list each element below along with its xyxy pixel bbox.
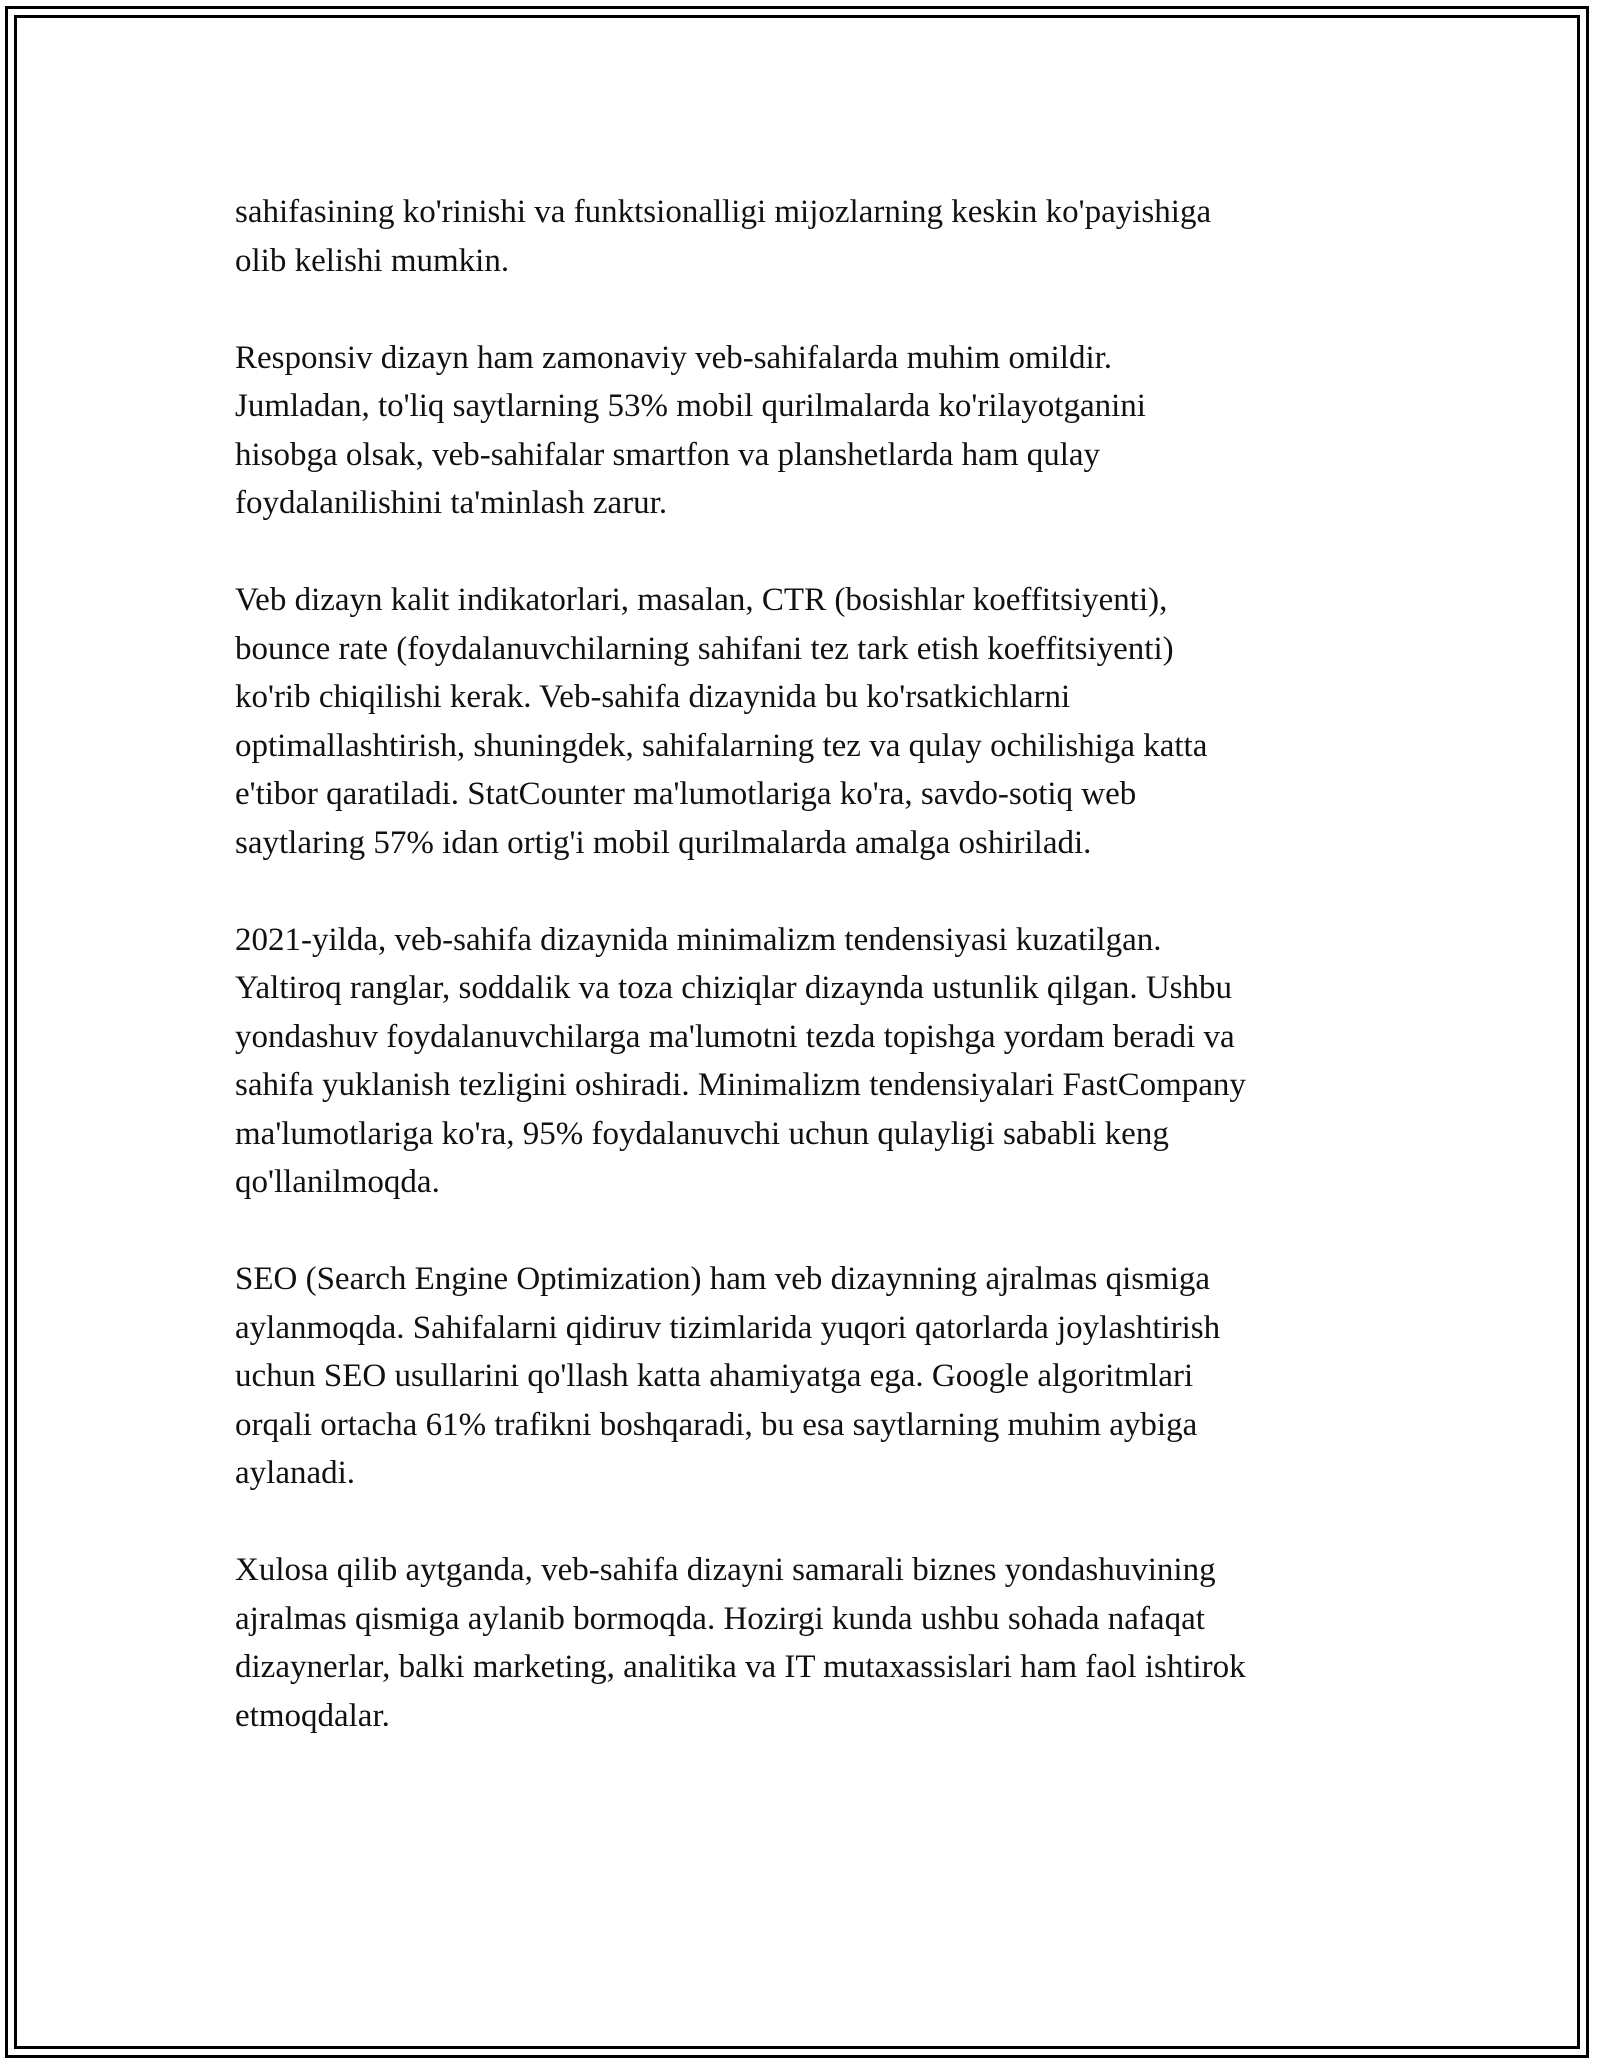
paragraph-key-indicators: Veb dizayn kalit indikatorlari, masalan, CTR (bosishlar koeffitsiyenti), bounce rate (foydalanuvchilarning sahifani tez tark etish koeffitsiyenti) ko'rib chiqilishi kerak. Veb-sahifa dizaynida bu ko'rsatkichlarni optimallashtirish, shuningdek, sahifalarning tez va qulay ochilishiga katta e'tibor qaratiladi. StatCounter ma'lumotlariga ko'ra, savdo-sotiq web saytlaring 57% idan ortig'i mobil qurilmalarda amalga oshiriladi.: [235, 582, 1208, 861]
paragraph-minimalism-trend: 2021-yilda, veb-sahifa dizaynida minimalizm tendensiyasi kuzatilgan. Yaltiroq ranglar, soddalik va toza chiziqlar dizaynda ustunlik qilgan. Ushbu yondashuv foydalanuvchilarga ma'lumotni tezda topishga yordam beradi va sahifa yuklanish tezligini oshiradi. Minimalizm tendensiyalari FastCompany ma'lumotlariga ko'ra, 95% foydalanuvchi uchun qulayligi sababli keng qo'llanilmoqda.: [235, 921, 1246, 1200]
document-body: [235, 188, 1375, 1789]
paragraph-intro-continuation: sahifasining ko'rinishi va funktsionalligi mijozlarning keskin ko'payishiga olib kelishi mumkin.: [235, 194, 1212, 279]
paragraph-seo: SEO (Search Engine Optimization) ham veb dizaynning ajralmas qismiga aylanmoqda. Sahifalarni qidiruv tizimlarida yuqori qatorlarda joylashtirish uchun SEO usullarini qo'llash katta ahamiyatga ega. Google algoritmlari orqali ortacha 61% trafikni boshqaradi, bu esa saytlarning muhim aybiga aylanadi.: [235, 1261, 1221, 1491]
paragraph-conclusion: Xulosa qilib aytganda, veb-sahifa dizayni samarali biznes yondashuvining ajralmas qismiga aylanib bormoqda. Hozirgi kunda ushbu sohada nafaqat dizaynerlar, balki marketing, analitika va IT mutaxassislari ham faol ishtirok etmoqdalar.: [235, 1552, 1246, 1734]
paragraph-responsive-design: Responsiv dizayn ham zamonaviy veb-sahifalarda muhim omildir. Jumladan, to'liq saytlarning 53% mobil qurilmalarda ko'rilayotganini hisobga olsak, veb-sahifalar smartfon va planshetlarda ham qulay foydalanilishini ta'minlash zarur.: [235, 339, 1146, 521]
